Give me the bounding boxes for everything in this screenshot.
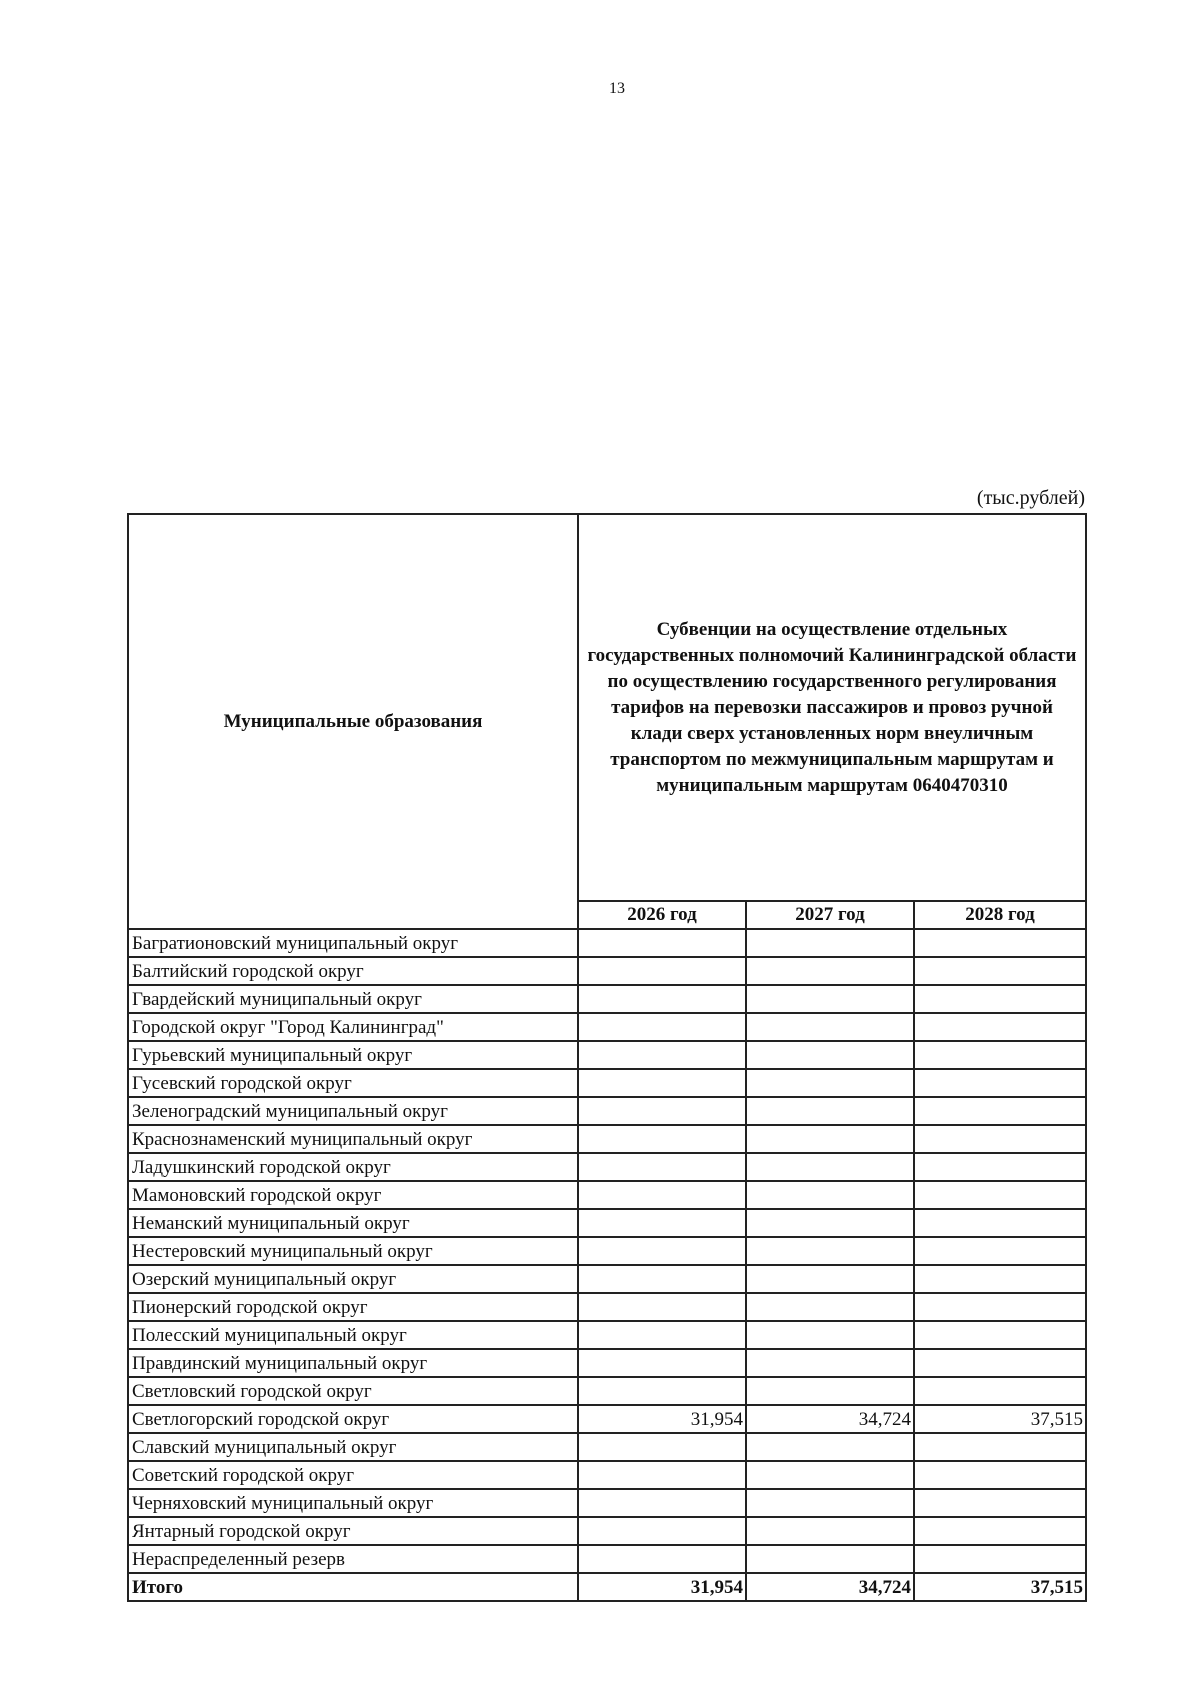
value-cell-2028 [914, 1209, 1086, 1237]
value-cell-2027 [746, 1069, 914, 1097]
value-cell-2028 [914, 1097, 1086, 1125]
value-cell-2028 [914, 929, 1086, 957]
value-cell-2026 [578, 1237, 746, 1265]
municipality-name: Полесский муниципальный округ [128, 1321, 578, 1349]
table-row [128, 1489, 1086, 1517]
municipality-name: Янтарный городской округ [128, 1517, 578, 1545]
municipality-name: Черняховский муниципальный округ [128, 1489, 578, 1517]
value-cell-2026 [578, 1013, 746, 1041]
value-cell-2026 [578, 1209, 746, 1237]
table-header-row [128, 514, 1086, 901]
value-cell-2026 [578, 1545, 746, 1573]
value-cell-2026 [578, 1153, 746, 1181]
table-body [128, 929, 1086, 1601]
value-cell-2027 [746, 1293, 914, 1321]
municipality-name: Озерский муниципальный округ [128, 1265, 578, 1293]
municipality-name: Нераспределенный резерв [128, 1545, 578, 1573]
value-cell-2026 [578, 985, 746, 1013]
value-cell-2028 [914, 1321, 1086, 1349]
value-cell-2027 [746, 1545, 914, 1573]
value-cell-2026 [578, 1181, 746, 1209]
value-cell-2028 [914, 1041, 1086, 1069]
value-cell-2026 [578, 1125, 746, 1153]
value-cell-2027 [746, 1237, 914, 1265]
value-cell-2026 [578, 1377, 746, 1405]
value-cell-2027 [746, 1013, 914, 1041]
value-cell-2026 [578, 957, 746, 985]
municipality-name: Краснознаменский муниципальный округ [128, 1125, 578, 1153]
table-row [128, 1069, 1086, 1097]
value-cell-2027 [746, 1433, 914, 1461]
value-cell-2026 [578, 929, 746, 957]
table-row [128, 1517, 1086, 1545]
year-header-2027: 2027 год [746, 901, 914, 929]
page-number: 13 [609, 80, 625, 97]
value-cell-2027 [746, 1517, 914, 1545]
value-cell-2027 [746, 1097, 914, 1125]
value-cell-2028 [914, 1153, 1086, 1181]
value-cell-2028: 37,515 [914, 1405, 1086, 1433]
municipality-name: Ладушкинский городской округ [128, 1153, 578, 1181]
value-cell-2027 [746, 1153, 914, 1181]
value-cell-2027 [746, 929, 914, 957]
value-cell-2028 [914, 1293, 1086, 1321]
table-row [128, 1125, 1086, 1153]
total-value-2026: 31,954 [578, 1573, 746, 1601]
value-cell-2026 [578, 1321, 746, 1349]
total-label: Итого [128, 1573, 578, 1601]
table-row [128, 1181, 1086, 1209]
value-cell-2026: 31,954 [578, 1405, 746, 1433]
value-cell-2026 [578, 1433, 746, 1461]
municipality-name: Гусевский городской округ [128, 1069, 578, 1097]
municipality-name: Светловский городской округ [128, 1377, 578, 1405]
table-row [128, 1209, 1086, 1237]
value-cell-2028 [914, 1349, 1086, 1377]
table-row [128, 929, 1086, 957]
value-cell-2028 [914, 1265, 1086, 1293]
municipality-name: Пионерский городской округ [128, 1293, 578, 1321]
table-row [128, 1293, 1086, 1321]
value-cell-2028 [914, 1069, 1086, 1097]
municipality-name: Светлогорский городской округ [128, 1405, 578, 1433]
table-row [128, 985, 1086, 1013]
value-cell-2028 [914, 1433, 1086, 1461]
value-cell-2028 [914, 1517, 1086, 1545]
municipalities-header: Муниципальные образования [128, 514, 578, 929]
table-row [128, 1153, 1086, 1181]
table-row [128, 1237, 1086, 1265]
value-cell-2027 [746, 1265, 914, 1293]
value-cell-2028 [914, 1489, 1086, 1517]
municipality-name: Гвардейский муниципальный округ [128, 985, 578, 1013]
value-cell-2027 [746, 957, 914, 985]
value-cell-2027 [746, 985, 914, 1013]
table-row [128, 1013, 1086, 1041]
value-cell-2028 [914, 1377, 1086, 1405]
value-cell-2028 [914, 957, 1086, 985]
value-cell-2027 [746, 1209, 914, 1237]
value-cell-2027 [746, 1041, 914, 1069]
value-cell-2027 [746, 1377, 914, 1405]
municipality-name: Советский городской округ [128, 1461, 578, 1489]
value-cell-2026 [578, 1293, 746, 1321]
value-cell-2026 [578, 1489, 746, 1517]
value-cell-2026 [578, 1041, 746, 1069]
value-cell-2028 [914, 1013, 1086, 1041]
value-cell-2026 [578, 1349, 746, 1377]
value-cell-2027 [746, 1349, 914, 1377]
value-cell-2028 [914, 1125, 1086, 1153]
value-cell-2026 [578, 1461, 746, 1489]
table-row [128, 1377, 1086, 1405]
table-row [128, 1545, 1086, 1573]
value-cell-2026 [578, 1069, 746, 1097]
total-value-2027: 34,724 [746, 1573, 914, 1601]
value-cell-2026 [578, 1097, 746, 1125]
municipality-name: Балтийский городской округ [128, 957, 578, 985]
value-cell-2027 [746, 1125, 914, 1153]
municipality-name: Правдинский муниципальный округ [128, 1349, 578, 1377]
table-row [128, 1461, 1086, 1489]
year-header-2026: 2026 год [578, 901, 746, 929]
value-cell-2027: 34,724 [746, 1405, 914, 1433]
value-cell-2027 [746, 1321, 914, 1349]
municipality-name: Славский муниципальный округ [128, 1433, 578, 1461]
value-cell-2028 [914, 985, 1086, 1013]
municipality-name: Нестеровский муниципальный округ [128, 1237, 578, 1265]
municipality-name: Гурьевский муниципальный округ [128, 1041, 578, 1069]
year-header-2028: 2028 год [914, 901, 1086, 929]
municipality-name: Багратионовский муниципальный округ [128, 929, 578, 957]
table-row [128, 957, 1086, 985]
value-cell-2027 [746, 1489, 914, 1517]
total-value-2028: 37,515 [914, 1573, 1086, 1601]
table-row [128, 1097, 1086, 1125]
table-row [128, 1433, 1086, 1461]
table-row [128, 1349, 1086, 1377]
table-row [128, 1405, 1086, 1433]
value-cell-2028 [914, 1461, 1086, 1489]
municipality-name: Зеленоградский муниципальный округ [128, 1097, 578, 1125]
subvention-table [127, 513, 1087, 1602]
value-cell-2028 [914, 1181, 1086, 1209]
total-row [128, 1573, 1086, 1601]
value-cell-2027 [746, 1181, 914, 1209]
value-cell-2026 [578, 1265, 746, 1293]
value-cell-2028 [914, 1237, 1086, 1265]
units-note: (тыс.рублей) [976, 487, 1085, 509]
table-row [128, 1041, 1086, 1069]
value-cell-2026 [578, 1517, 746, 1545]
table-row [128, 1321, 1086, 1349]
municipality-name: Городской округ "Город Калининград" [128, 1013, 578, 1041]
value-cell-2027 [746, 1461, 914, 1489]
municipality-name: Мамоновский городской округ [128, 1181, 578, 1209]
subvention-description-header: Субвенции на осуществление отдельных государственных полномочий Калининградской области по осуществлению государственного регулирования тарифов на перевозки пассажиров и провоз ручной клади сверх установленных норм внеуличным транспортом по межмуниципальным маршрутам и муниципальным маршрутам 0640470310 [578, 514, 1086, 901]
value-cell-2028 [914, 1545, 1086, 1573]
table-row [128, 1265, 1086, 1293]
municipality-name: Неманский муниципальный округ [128, 1209, 578, 1237]
